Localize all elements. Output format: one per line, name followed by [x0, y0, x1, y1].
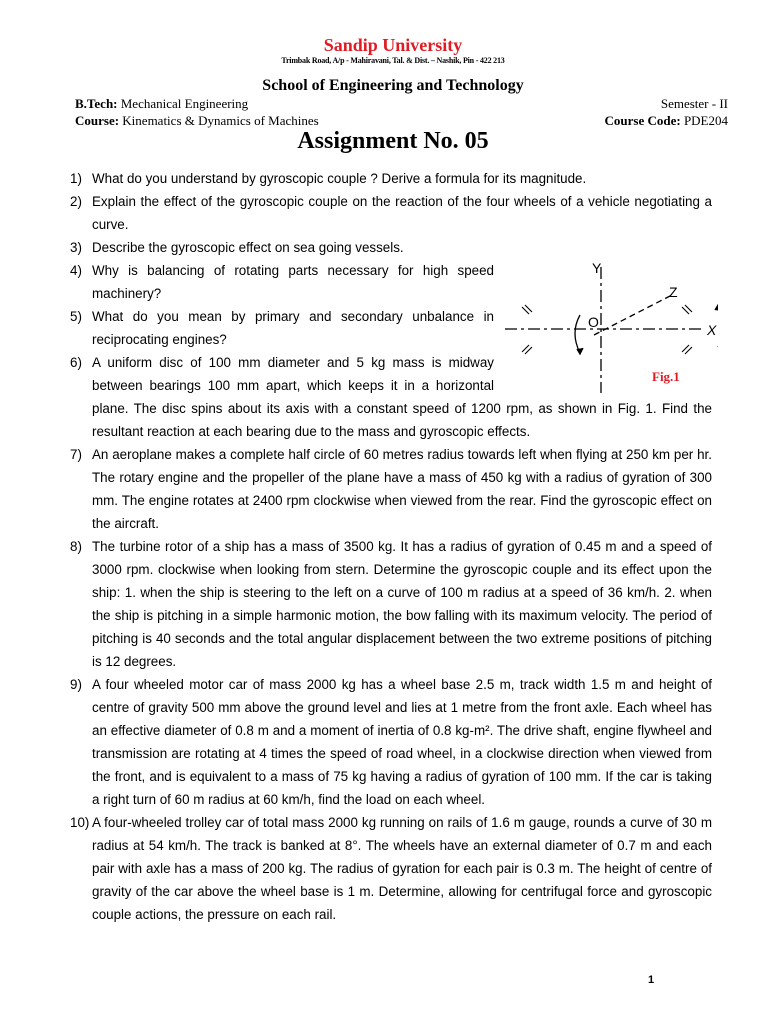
semester: Semester - II — [660, 96, 728, 111]
origin-label: O — [588, 314, 599, 330]
question-text: A four wheeled motor car of mass 2000 kg has a wheel base 2.5 m, track width 1.5 m and height of centre of gravity 500 mm above the ground level and lies at 1 metre from the front axle. Each wheel has an effective diameter of 0.8 m and a moment of inertia of 0.8 kg-m². The drive shaft, engine flywheel and transmission are rotating at 4 times the speed of road wheel, in a clockwise direction when viewed from the front, and is equivalent to a mass of 75 kg having a radius of gyration of 100 mm. If the car is taking a right turn of 60 m radius at 60 km/h, find the load on each wheel. — [92, 677, 712, 807]
question-text: A uniform disc of 100 mm diameter and 5 kg mass is midway between bearings 100 mm apart, which keeps it in a horizontal plane. The disc spins about its axis with a constant speed of 1200 rpm, as shown in Fig. 1. Find the resultant reaction at each bearing due to the mass and gyroscopic effects. — [92, 355, 712, 439]
page-number: 1 — [648, 974, 655, 986]
btech-value: Mechanical Engineering — [120, 96, 249, 111]
question-text: Describe the gyroscopic effect on sea going vessels. — [92, 240, 404, 255]
program-line — [75, 96, 248, 112]
y-axis-label: Y — [592, 260, 602, 276]
btech-label: B.Tech: — [75, 96, 118, 111]
course-code-label: Course Code: — [604, 113, 681, 128]
course-code-value: PDE204 — [683, 113, 728, 128]
question-number: 8) — [70, 539, 82, 554]
course-label: Course: — [75, 113, 120, 128]
school-name: School of Engineering and Technology — [262, 77, 524, 94]
question-9 — [70, 673, 712, 811]
question-5 — [70, 305, 712, 351]
question-10 — [70, 811, 712, 926]
question-number: 2) — [70, 194, 82, 209]
question-number: 1) — [70, 171, 82, 186]
question-7 — [70, 443, 712, 535]
question-2 — [70, 190, 712, 236]
course-line — [75, 113, 319, 129]
question-text: Explain the effect of the gyroscopic couple on the reaction of the four wheels of a vehicle negotiating a curve. — [92, 194, 712, 232]
question-6 — [70, 351, 712, 443]
university-address: Trimbak Road, A/p - Mahiravani, Tal. & Dist. – Nashik, Pin - 422 213 — [281, 56, 505, 65]
question-text: An aeroplane makes a complete half circle of 60 metres radius towards left when flying at 250 km per hr. The rotary engine and the propeller of the plane have a mass of 450 kg with a radius of gyration of 300 mm. The engine rotates at 2400 rpm clockwise when viewed from the rear. Find the gyroscopic effect on the aircraft. — [92, 447, 712, 531]
figure-caption: Fig.1 — [652, 369, 680, 384]
question-text: A four-wheeled trolley car of total mass 2000 kg running on rails of 1.6 m gauge, rounds a curve of 30 m radius at 54 km/h. The track is banked at 8°. The wheels have an external diameter of 0.7 m and each pair with axle has a mass of 200 kg. The radius of gyration for each pair is 0.3 m. The height of centre of gravity of the car above the wheel base is 1 m. Determine, allowing for centrifugal force and gyroscopic couple actions, the pressure on each rail. — [92, 815, 712, 922]
question-8 — [70, 535, 712, 673]
question-number: 3) — [70, 240, 82, 255]
course-value: Kinematics & Dynamics of Machines — [122, 113, 319, 128]
z-axis-label: Z — [669, 284, 678, 300]
question-3 — [70, 236, 712, 259]
university-name: Sandip University — [323, 35, 463, 55]
question-number: 10) — [70, 815, 90, 830]
question-number: 7) — [70, 447, 82, 462]
question-list — [70, 167, 717, 926]
question-4 — [70, 259, 712, 305]
question-text: Why is balancing of rotating parts necessary for high speed machinery? — [92, 263, 494, 301]
question-text: What do you mean by primary and secondary unbalance in reciprocating engines? — [92, 309, 494, 347]
question-text: The turbine rotor of a ship has a mass of 3500 kg. It has a radius of gyration of 0.45 m and a speed of 3000 rpm. clockwise when looking from stern. Determine the gyroscopic couple and its effect upon the ship: 1. when the ship is steering to the left on a curve of 100 m radius at a speed of 36 km/h. 2. when the ship is pitching in a simple harmonic motion, the bow falling with its maximum velocity. The period of pitching is 40 seconds and the total angular displacement between the two extreme positions of pitching is 12 degrees. — [92, 539, 712, 669]
question-number: 9) — [70, 677, 82, 692]
course-code-line — [605, 113, 729, 129]
question-number: 4) — [70, 263, 82, 278]
question-1 — [70, 167, 712, 190]
x-axis-label: X — [707, 322, 717, 338]
question-number: 6) — [70, 355, 82, 370]
assignment-title: Assignment No. 05 — [297, 128, 489, 154]
question-number: 5) — [70, 309, 82, 324]
question-text: What do you understand by gyroscopic couple ? Derive a formula for its magnitude. — [92, 171, 587, 186]
